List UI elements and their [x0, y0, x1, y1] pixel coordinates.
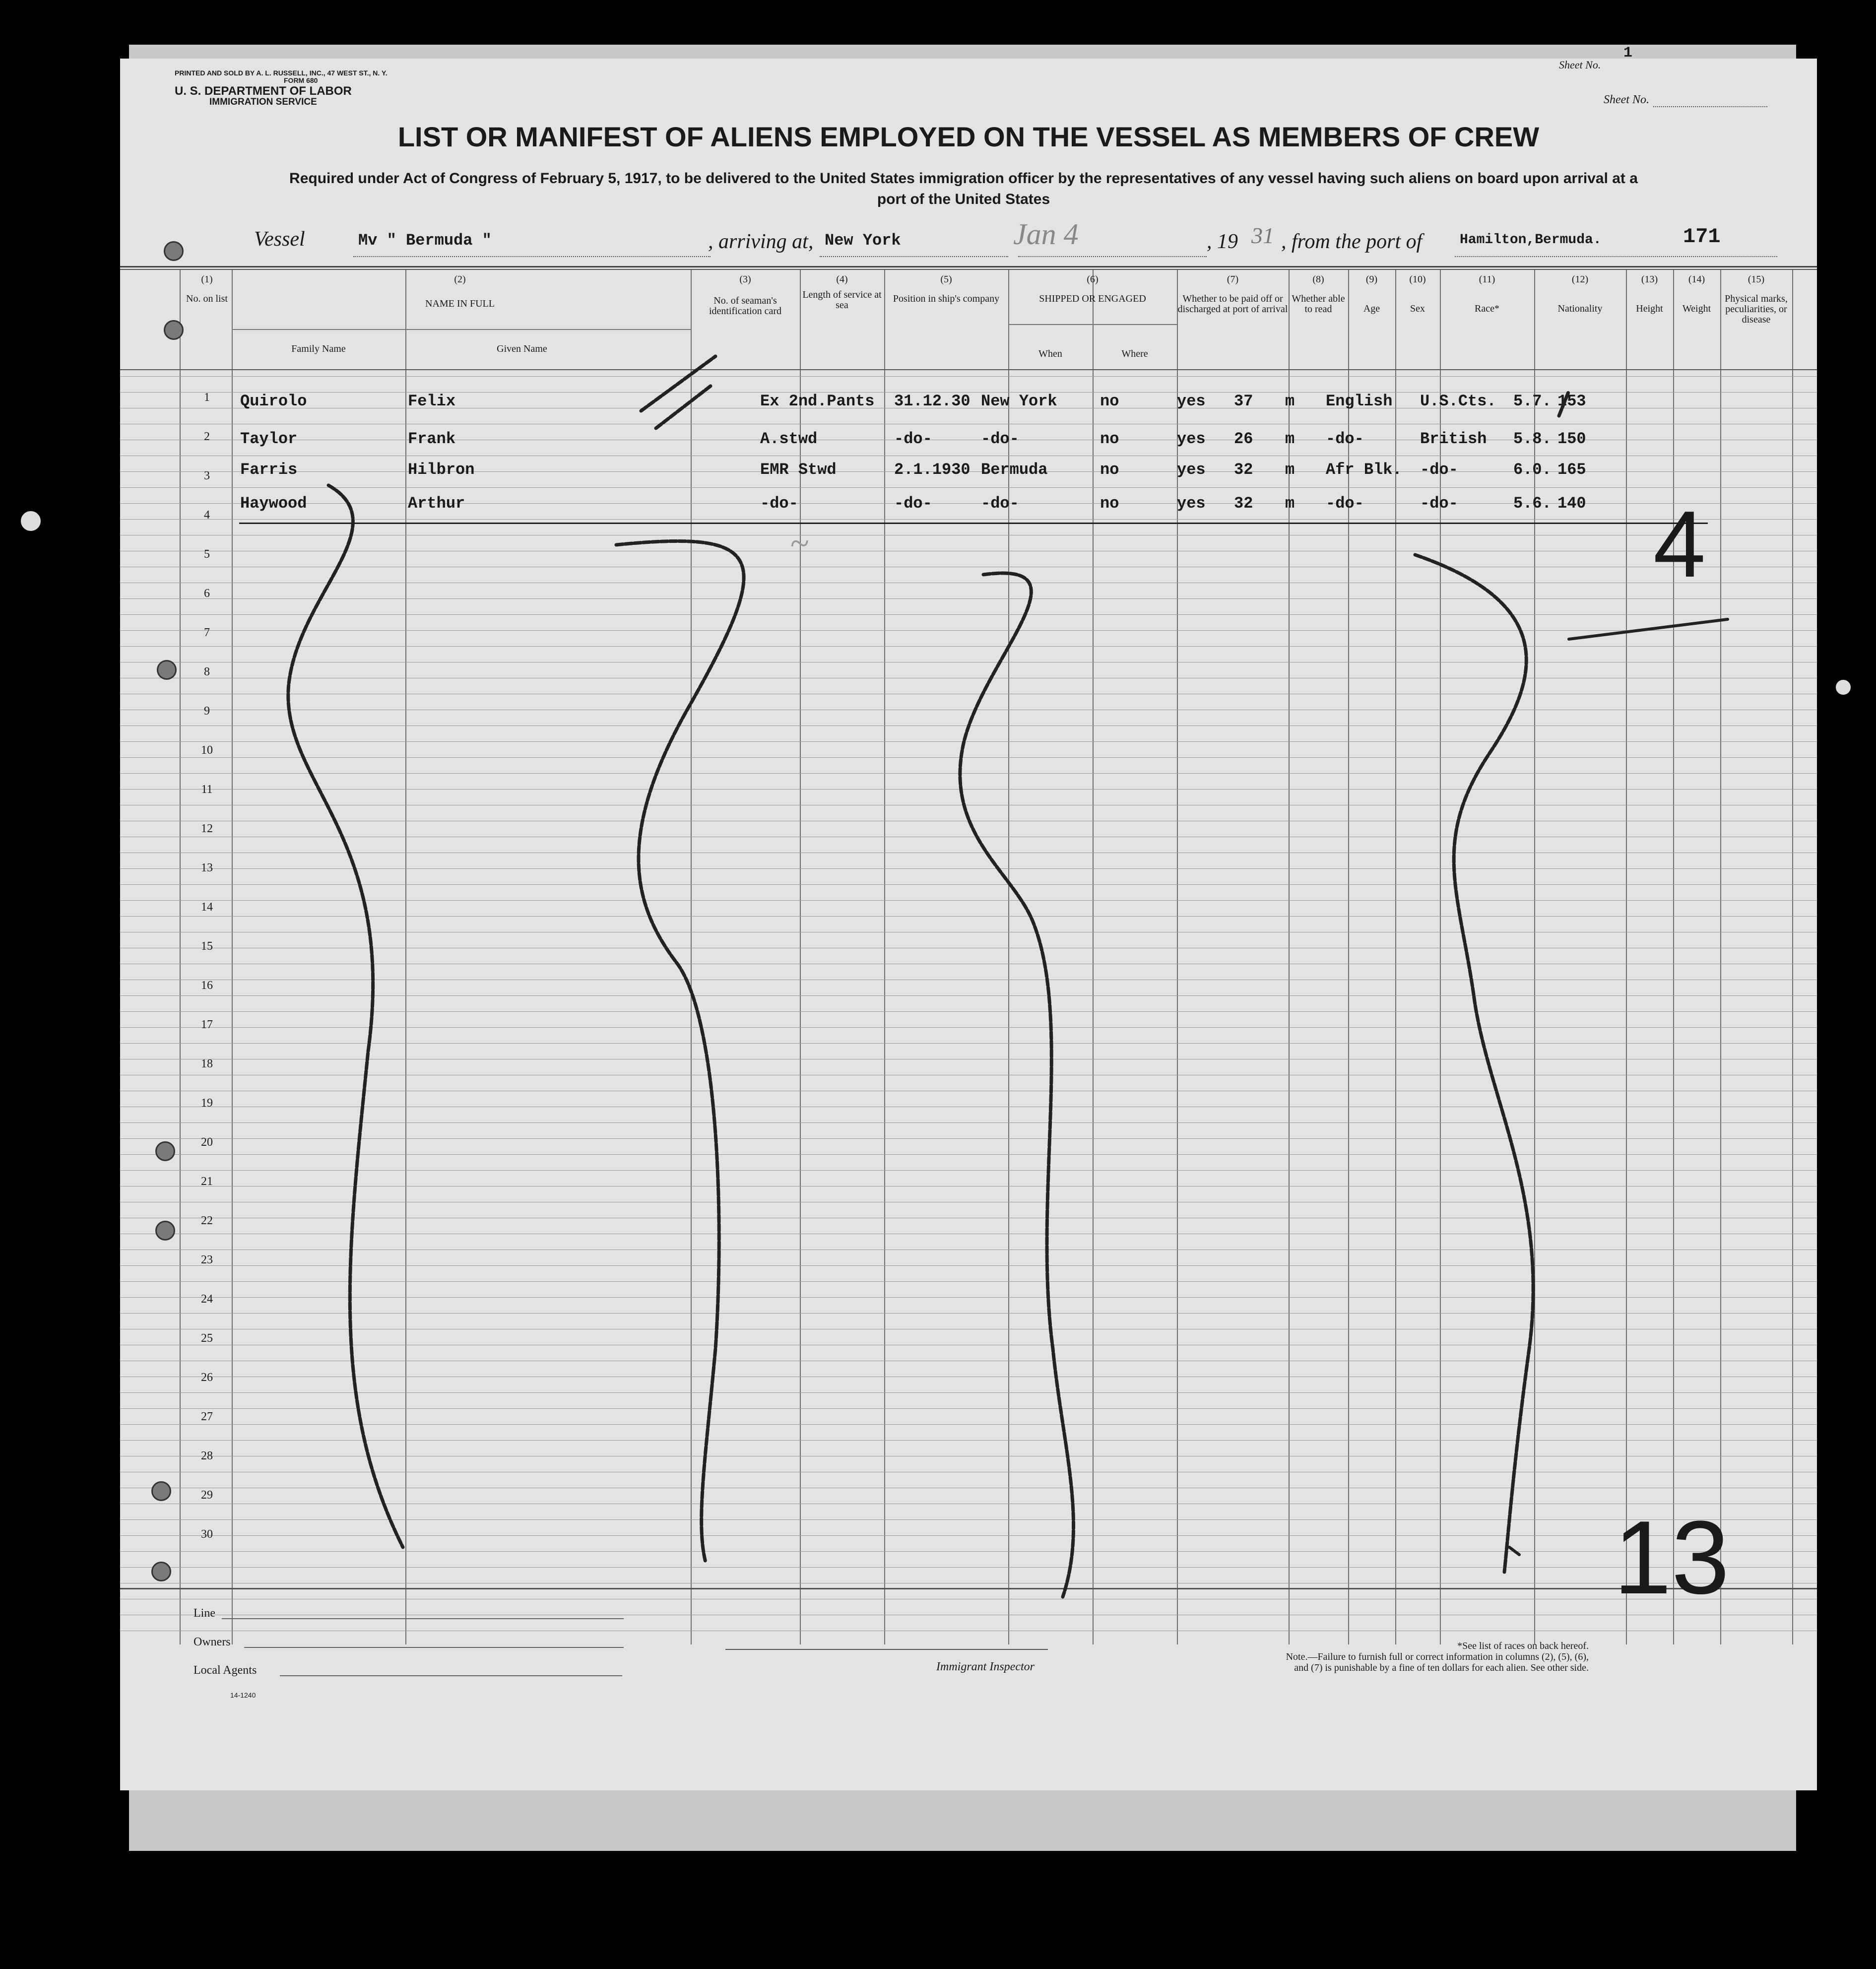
when-header: When [1038, 348, 1062, 359]
col12-label: Nationality [1557, 303, 1603, 314]
row-number: 12 [201, 822, 213, 835]
form-code: 14-1240 [230, 1691, 256, 1699]
sex-cell: m [1285, 460, 1295, 479]
department-name: U. S. DEPARTMENT OF LABOR [175, 84, 352, 98]
arriving-value: New York [825, 231, 901, 250]
agents-underline [280, 1675, 622, 1676]
col2-number: (2) [454, 274, 466, 285]
row-number: 18 [201, 1057, 213, 1070]
when-cell: -do- [894, 430, 932, 448]
age-cell: 32 [1234, 460, 1253, 479]
row-number: 16 [201, 979, 213, 992]
col15-label: Physical marks, peculiarities, or disease [1725, 293, 1788, 325]
col3-label: No. of seaman's identification card [709, 295, 782, 317]
year-value: 31 [1251, 223, 1274, 248]
page-title: LIST OR MANIFEST OF ALIENS EMPLOYED ON THE VESSEL AS MEMBERS OF CREW [397, 121, 1540, 152]
family-name-cell: Farris [240, 460, 298, 479]
height-cell: 5.6. [1513, 494, 1552, 513]
row-number: 14 [201, 901, 213, 914]
vessel-value: Mv " Bermuda " [358, 231, 492, 250]
position-cell: A.stwd [760, 430, 818, 448]
col9-label: Age [1363, 303, 1380, 314]
paid-off-cell: no [1100, 430, 1119, 448]
row-number: 7 [204, 626, 210, 639]
binder-hole [164, 241, 184, 261]
col6-number: (6) [1087, 274, 1099, 285]
paid-off-cell: no [1100, 460, 1119, 479]
row-number: 23 [201, 1253, 213, 1266]
total-underline-stroke [1509, 1547, 1519, 1555]
row-number: 21 [201, 1175, 213, 1188]
col7-number: (7) [1227, 274, 1239, 285]
when-cell: -do- [894, 494, 932, 513]
cancel-stroke-names-short [641, 356, 715, 428]
col12-number: (12) [1571, 274, 1589, 285]
able-to-read-cell: yes [1177, 494, 1206, 513]
row-number: 8 [204, 665, 210, 678]
weight-cell: 165 [1557, 460, 1586, 479]
row-number: 9 [204, 705, 210, 718]
pencil-strokes [120, 59, 1817, 1790]
able-to-read-cell: yes [1177, 460, 1206, 479]
local-agents-label: Local Agents [194, 1664, 257, 1677]
subtitle-line2: port of the United States [877, 191, 1050, 207]
nationality-cell: -do- [1420, 494, 1458, 513]
row-number: 11 [201, 783, 213, 796]
line-underline [222, 1618, 624, 1619]
binder-hole [155, 1141, 175, 1161]
row-number: 4 [204, 509, 210, 522]
col15-number: (15) [1747, 274, 1765, 285]
binder-hole [155, 1221, 175, 1241]
family-name-cell: Haywood [240, 494, 307, 513]
row-number: 2 [204, 430, 210, 443]
binder-hole [151, 1481, 171, 1501]
col14-number: (14) [1688, 274, 1705, 285]
weight-cell: 140 [1557, 494, 1586, 513]
height-cell: 5.8. [1513, 430, 1552, 448]
inspector-label: Immigrant Inspector [936, 1660, 1035, 1673]
col8-label: Whether able to read [1292, 293, 1345, 315]
count-underline-stroke [1569, 619, 1728, 639]
sheet-number-top: 1 [1623, 45, 1633, 62]
where-cell: -do- [981, 494, 1019, 513]
cancel-stroke-paid-off [960, 573, 1074, 1597]
where-cell: -do- [981, 430, 1019, 448]
col11-number: (11) [1479, 274, 1495, 285]
row-number: 25 [201, 1332, 213, 1345]
given-name-cell: Felix [408, 392, 456, 410]
position-cell: EMR Stwd [760, 460, 837, 479]
cancel-stroke-family-given [288, 485, 403, 1547]
sheet-label: Sheet No. [1604, 93, 1649, 106]
cancel-stroke-years [1559, 391, 1569, 416]
row-number: 13 [201, 861, 213, 874]
given-name-cell: Arthur [408, 494, 465, 513]
row-number: 17 [201, 1018, 213, 1031]
row-number: 27 [201, 1410, 213, 1423]
sex-cell: m [1285, 392, 1295, 410]
binder-hole [21, 511, 41, 531]
height-cell: 6.0. [1513, 460, 1552, 479]
from-label: , from the port of [1281, 230, 1423, 253]
row-number: 24 [201, 1293, 213, 1306]
col13-number: (13) [1641, 274, 1658, 285]
row-number: 20 [201, 1136, 213, 1149]
col10-number: (10) [1409, 274, 1426, 285]
faint-signature-mark: ~ [790, 525, 809, 563]
race-cell: English [1326, 392, 1393, 410]
arrival-date: Jan 4 [1013, 218, 1079, 251]
cancel-stroke-nationality [1415, 555, 1533, 1572]
row-number: 29 [201, 1489, 213, 1502]
row-number: 28 [201, 1449, 213, 1462]
family-name-cell: Quirolo [240, 392, 307, 410]
cancel-stroke-position [616, 541, 744, 1562]
able-to-read-cell: yes [1177, 392, 1206, 410]
footer-note2: Note.—Failure to furnish full or correct information in columns (2), (5), (6), [1286, 1651, 1589, 1662]
position-cell: -do- [760, 494, 798, 513]
binder-hole [157, 660, 177, 680]
row-number: 30 [201, 1528, 213, 1541]
footer-notes [1222, 1641, 1589, 1673]
row-number: 10 [201, 744, 213, 757]
col7-label: Whether to be paid off or discharged at port of arrival [1177, 293, 1288, 315]
col14-label: Weight [1682, 303, 1711, 314]
col3-number: (3) [739, 274, 751, 285]
able-to-read-cell: yes [1177, 430, 1206, 448]
owners-underline [244, 1647, 624, 1648]
when-cell: 2.1.1930 [894, 460, 970, 479]
subtitle-line1: Required under Act of Congress of February 5, 1917, to be delivered to the United States immigration officer by the representatives of any vessel having such aliens on board upon arrival at a [289, 170, 1638, 187]
col6-label: SHIPPED OR ENGAGED [1039, 293, 1146, 304]
page-stamp: 171 [1683, 225, 1721, 249]
row-number: 26 [201, 1371, 213, 1384]
race-cell: -do- [1326, 430, 1364, 448]
printer-line: PRINTED AND SOLD BY A. L. RUSSELL, INC., 47 WEST ST., N. Y. [175, 69, 388, 77]
sheet-label-top: Sheet No. [1559, 59, 1601, 71]
from-value: Hamilton,Bermuda. [1460, 232, 1602, 248]
row-number: 5 [204, 548, 210, 561]
sex-cell: m [1285, 494, 1295, 513]
col5-label: Position in ship's company [893, 293, 1000, 304]
col8-number: (8) [1312, 274, 1324, 285]
manifest-sheet [120, 45, 1817, 1790]
row-number: 1 [204, 391, 210, 404]
age-cell: 37 [1234, 392, 1253, 410]
age-cell: 32 [1234, 494, 1253, 513]
owners-label: Owners [194, 1636, 231, 1648]
handwritten-total: 13 [1614, 1499, 1730, 1616]
height-cell: 5.7. [1513, 392, 1552, 410]
footer-note1: *See list of races on back hereof. [1457, 1641, 1589, 1651]
given-name-cell: Hilbron [408, 460, 475, 479]
paid-off-cell: no [1100, 494, 1119, 513]
weight-cell: 150 [1557, 430, 1586, 448]
position-cell: Ex 2nd.Pants [760, 392, 875, 410]
col4-label: Length of service at sea [802, 289, 882, 311]
row-number: 3 [204, 469, 210, 482]
family-name-header: Family Name [291, 343, 346, 354]
col11-label: Race* [1475, 303, 1499, 314]
inspector-signature-line [725, 1649, 1048, 1650]
binder-hole [1836, 680, 1851, 695]
nationality-cell: British [1420, 430, 1487, 448]
footer-note3: and (7) is punishable by a fine of ten dollars for each alien. See other side. [1294, 1662, 1589, 1673]
col10-label: Sex [1410, 303, 1425, 314]
row-number: 6 [204, 587, 210, 600]
row-number: 15 [201, 940, 213, 953]
when-cell: 31.12.30 [894, 392, 970, 410]
col9-number: (9) [1365, 274, 1378, 285]
family-name-cell: Taylor [240, 430, 298, 448]
weight-cell: 153 [1557, 392, 1586, 410]
arriving-label: , arriving at, [708, 230, 814, 253]
col4-number: (4) [836, 274, 848, 285]
where-cell: New York [981, 392, 1057, 410]
col2-label: NAME IN FULL [425, 298, 495, 309]
where-header: Where [1121, 348, 1148, 359]
col1-number: (1) [201, 274, 213, 285]
race-cell: Afr Blk. [1326, 460, 1402, 479]
binder-hole [164, 320, 184, 340]
row-number: 22 [201, 1214, 213, 1227]
paid-off-cell: no [1100, 392, 1119, 410]
given-name-cell: Frank [408, 430, 456, 448]
service-name: IMMIGRATION SERVICE [209, 97, 317, 107]
handwritten-count: 4 [1653, 492, 1706, 597]
col5-number: (5) [940, 274, 952, 285]
where-cell: Bermuda [981, 460, 1048, 479]
line-label: Line [194, 1607, 215, 1620]
col1-label: No. on list [186, 293, 228, 304]
vessel-label: Vessel [254, 228, 305, 251]
nationality-cell: -do- [1420, 460, 1458, 479]
race-cell: -do- [1326, 494, 1364, 513]
row-number: 19 [201, 1097, 213, 1110]
col13-label: Height [1636, 303, 1663, 314]
binder-hole [151, 1562, 171, 1581]
year-label: , 19 [1207, 230, 1238, 253]
form-number: FORM 680 [284, 76, 318, 84]
nationality-cell: U.S.Cts. [1420, 392, 1496, 410]
given-name-header: Given Name [497, 343, 547, 354]
sex-cell: m [1285, 430, 1295, 448]
age-cell: 26 [1234, 430, 1253, 448]
